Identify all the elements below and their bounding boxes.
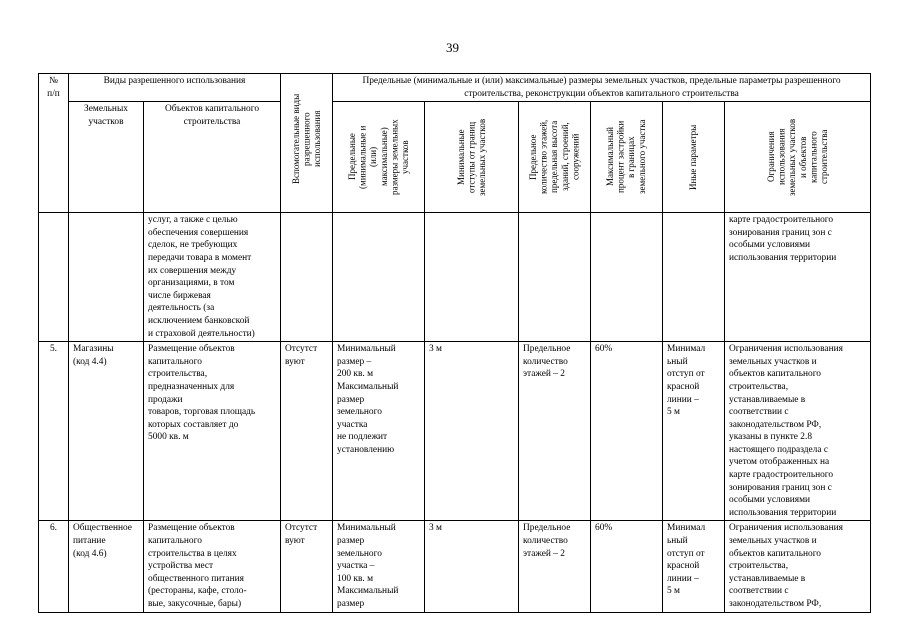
cell-auxiliary: Отсутст вуют: [281, 342, 333, 521]
header-row-2: [39, 102, 871, 213]
header-coverage: Максимальный процент застройки в границах земельного участка: [591, 102, 663, 213]
cell-setbacks: 3 м: [425, 342, 519, 521]
header-num: № п/п: [39, 74, 69, 213]
header-floors: Предельное количество этажей, предельная высота зданий, строений, сооружений: [519, 102, 591, 213]
cell-num: 6.: [39, 521, 69, 612]
header-other: Иные параметры: [663, 102, 725, 213]
cell-plot-size: Минимальный размер – 200 кв. м Максимальный размер земельного участка не подлежит установлению: [333, 342, 425, 521]
cell-num: 5.: [39, 342, 69, 521]
cell-setbacks: [425, 213, 519, 342]
table-row: [39, 342, 871, 521]
cell-other: Минимал ьный отступ от красной линии – 5 м: [663, 521, 725, 612]
header-land: Земельных участков: [69, 102, 144, 213]
cell-objects: Размещение объектов капитального строительства, предназначенных для продажи товаров, торговая площадь которых составляет до 5000 кв. м: [144, 342, 281, 521]
header-objects: Объектов капитального строительства: [144, 102, 281, 213]
cell-land: [69, 213, 144, 342]
cell-coverage: [591, 213, 663, 342]
cell-plot-size: [333, 213, 425, 342]
cell-plot-size: Минимальный размер земельного участка – 100 кв. м Максимальный размер: [333, 521, 425, 612]
regulations-table: [38, 73, 871, 613]
header-auxiliary: Вспомогательные виды разрешенного использования: [281, 74, 333, 213]
cell-restrictions: Ограничения использования земельных участков и объектов капитального строительства, устанавливаемые в соответствии с законодательством РФ,: [725, 521, 871, 612]
table-row: [39, 213, 871, 342]
header-uses-group: Виды разрешенного использования: [69, 74, 281, 102]
cell-other: Минимал ьный отступ от красной линии – 5 м: [663, 342, 725, 521]
cell-other: [663, 213, 725, 342]
header-limits-group: Предельные (минимальные и (или) максимальные) размеры земельных участков, предельные параметры разрешенного строительства, реконструкции объектов капитального строительства: [333, 74, 871, 102]
cell-floors: [519, 213, 591, 342]
cell-auxiliary: [281, 213, 333, 342]
cell-land: Магазины (код 4.4): [69, 342, 144, 521]
cell-coverage: 60%: [591, 521, 663, 612]
cell-restrictions: карте градостроительного зонирования границ зон с особыми условиями использования территории: [725, 213, 871, 342]
header-plot-size: Предельные (минимальные и (или) максимальные) размеры земельных участков: [333, 102, 425, 213]
table-row: [39, 521, 871, 612]
cell-coverage: 60%: [591, 342, 663, 521]
cell-objects: Размещение объектов капитального строительства в целях устройства мест общественного питания (рестораны, кафе, столо- вые, закусочные, бары): [144, 521, 281, 612]
cell-auxiliary: Отсутст вуют: [281, 521, 333, 612]
cell-objects: услуг, а также с целью обеспечения совершения сделок, не требующих передачи товара в момент их совершения между организациями, в том числе биржевая деятельность (за исключением банковской и страховой деятельности): [144, 213, 281, 342]
cell-restrictions: Ограничения использования земельных участков и объектов капитального строительства, устанавливаемые в соответствии с законодательством РФ, указаны в пункте 2.8 настоящего подраздела с учетом отображенных на карте градостроительного зонирования границ зон с особыми условиями использования территории: [725, 342, 871, 521]
cell-floors: Предельное количество этажей – 2: [519, 521, 591, 612]
header-restrictions: Ограничения использования земельных участков и объектов капитального строительства: [725, 102, 871, 213]
cell-num: [39, 213, 69, 342]
header-setbacks: Минимальные отступы от границ земельных участков: [425, 102, 519, 213]
cell-land: Общественное питание (код 4.6): [69, 521, 144, 612]
page-number: 39: [446, 40, 459, 55]
cell-setbacks: 3 м: [425, 521, 519, 612]
cell-floors: Предельное количество этажей – 2: [519, 342, 591, 521]
header-row-1: [39, 74, 871, 102]
